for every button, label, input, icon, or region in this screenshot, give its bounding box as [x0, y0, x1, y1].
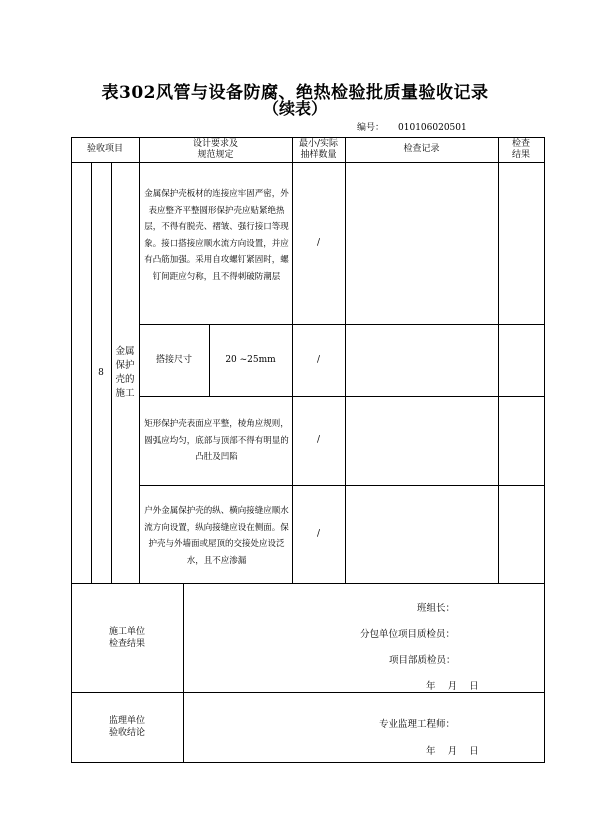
header-sample-line1: 最小/实际 [298, 138, 339, 149]
overlap-label: 搭接尺寸 [155, 354, 192, 365]
requirement-text: 户外金属保护壳的纵、横向接缝应顺水流方向设置，纵向接缝应设在侧面。保护壳与外墙面或屋顶的交接处应设泛水，且不应渗漏 [144, 506, 289, 566]
sample-count: / [316, 528, 321, 539]
header-design [139, 137, 292, 162]
construction-label-line1: 施工单位 [108, 626, 145, 637]
record-number [357, 120, 467, 133]
table-right-border [544, 137, 545, 763]
sample-count: / [316, 354, 321, 365]
construction-label-line2: 检查结果 [108, 638, 145, 649]
header-sample [292, 137, 345, 162]
sample-count: / [316, 435, 321, 445]
item-name: 金属 保护 壳的 施工 [115, 346, 135, 399]
column-divider [345, 137, 346, 584]
supervising-engineer-label: 专业监理工程师： [379, 719, 456, 730]
team-leader-label: 班组长： [417, 603, 456, 614]
record-number-label: 编号： [357, 123, 385, 133]
supervision-label-line2: 验收结论 [108, 728, 145, 738]
column-divider [183, 583, 184, 763]
sub-inspector-label: 分包单位项目质检员： [360, 629, 456, 640]
supervision-label [71, 692, 183, 762]
construction-date: 年 月 日 [426, 681, 479, 692]
header-sample-line2: 抽样数量 [300, 149, 337, 160]
requirement-text: 矩形保护壳表面应平整，棱角应规则，圆弧应均匀，底部与顶部不得有明显的凸肚及凹陷 [144, 419, 289, 462]
page-title: 表302风管与设备防腐、绝热检验批质量验收记录 [101, 83, 489, 103]
column-divider [498, 137, 499, 584]
header-record: 检查记录 [403, 144, 440, 154]
page-subtitle: （续表） [262, 99, 327, 118]
project-inspector-label: 项目部质检员： [389, 655, 456, 666]
header-design-line2: 规范规定 [197, 149, 234, 160]
header-result-line1: 检查 [511, 138, 530, 149]
header-result-line2: 结果 [511, 149, 530, 160]
record-number-value: 010106020501 [398, 123, 467, 133]
supervision-label-line1: 监理单位 [108, 716, 145, 726]
construction-label [71, 583, 183, 692]
header-design-line1: 设计要求及 [192, 138, 238, 149]
sample-count: / [316, 237, 321, 248]
requirement-text: 金属保护壳板材的连接应牢固严密，外表应整齐平整圆形保护壳应贴紧绝热层，不得有脱壳、褶皱、强行接口等现象。接口搭接应顺水流方向设置，并应有凸筋加强。采用自攻螺钉紧固时，螺钉间距应匀称，且不得刺破防潮层 [144, 189, 289, 282]
table-bottom-border [71, 762, 545, 763]
header-item: 验收项目 [86, 144, 123, 154]
supervision-date: 年 月 日 [426, 746, 479, 757]
overlap-value: 20 ~25mm [225, 354, 276, 365]
header-result [498, 137, 544, 162]
item-number: 8 [98, 367, 104, 378]
